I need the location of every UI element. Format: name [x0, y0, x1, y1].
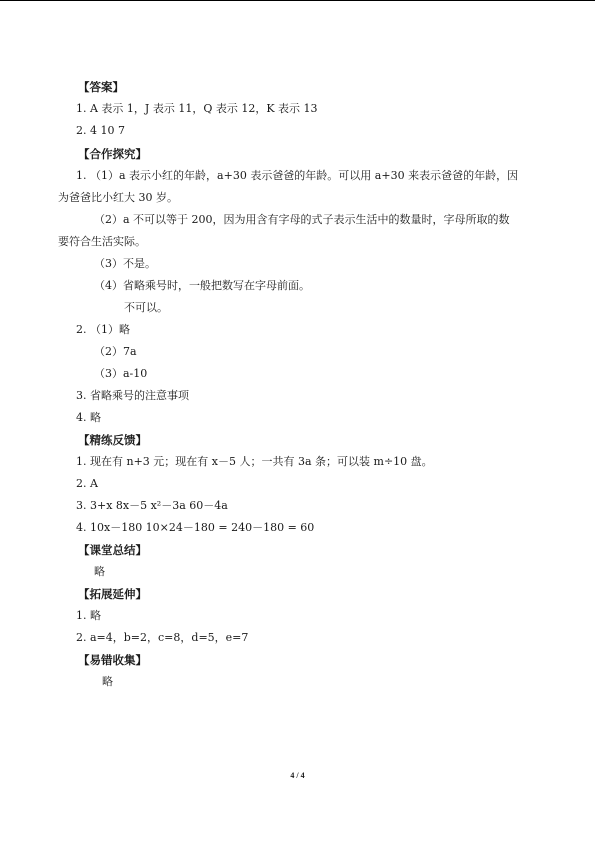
cooperate-line-5: （3）不是。 [94, 257, 156, 270]
cooperate-line-10: （3）a-10 [94, 367, 148, 380]
mistakes-line-1: 略 [102, 675, 113, 688]
cooperate-line-11: 3. 省略乘号的注意事项 [76, 389, 189, 402]
cooperate-line-2: 为爸爸比小红大 30 岁。 [58, 191, 178, 204]
cooperate-line-12: 4. 略 [76, 411, 101, 424]
cooperate-line-4: 要符合生活实际。 [58, 235, 146, 248]
cooperate-line-7: 不可以。 [124, 301, 168, 314]
answer-line-1: 1. A 表示 1，J 表示 11，Q 表示 12，K 表示 13 [76, 102, 318, 115]
section-title-summary: 【课堂总结】 [78, 543, 147, 557]
section-title-answer: 【答案】 [78, 80, 124, 94]
top-border-line [0, 0, 595, 1]
answer-line-2: 2. 4 10 7 [76, 124, 125, 137]
extend-line-1: 1. 略 [76, 609, 101, 622]
page-number: 4 / 4 [290, 771, 305, 780]
summary-line-1: 略 [94, 565, 105, 578]
practice-line-4: 4. 10x－180 10×24－180 = 240－180 = 60 [76, 521, 315, 534]
section-title-cooperate: 【合作探究】 [78, 147, 147, 161]
practice-line-1: 1. 现在有 n+3 元；现在有 x－5 人；一共有 3a 条；可以装 m÷10 盘。 [76, 455, 433, 468]
cooperate-line-3: （2）a 不可以等于 200，因为用含有字母的式子表示生活中的数量时，字母所取的数 [94, 213, 510, 226]
cooperate-line-6: （4）省略乘号时，一般把数写在字母前面。 [94, 279, 310, 292]
section-title-practice: 【精练反馈】 [78, 433, 147, 447]
cooperate-line-9: （2）7a [94, 345, 137, 358]
extend-line-2: 2. a=4，b=2，c=8，d=5，e=7 [76, 631, 249, 644]
section-title-extend: 【拓展延伸】 [78, 587, 147, 601]
cooperate-line-8: 2. （1）略 [76, 323, 130, 336]
practice-line-2: 2. A [76, 477, 98, 490]
cooperate-line-1: 1. （1）a 表示小红的年龄，a+30 表示爸爸的年龄。可以用 a+30 来表示爸爸的年龄，因 [76, 169, 519, 182]
section-title-mistakes: 【易错收集】 [78, 653, 147, 667]
practice-line-3: 3. 3+x 8x－5 x²－3a 60－4a [76, 499, 228, 512]
